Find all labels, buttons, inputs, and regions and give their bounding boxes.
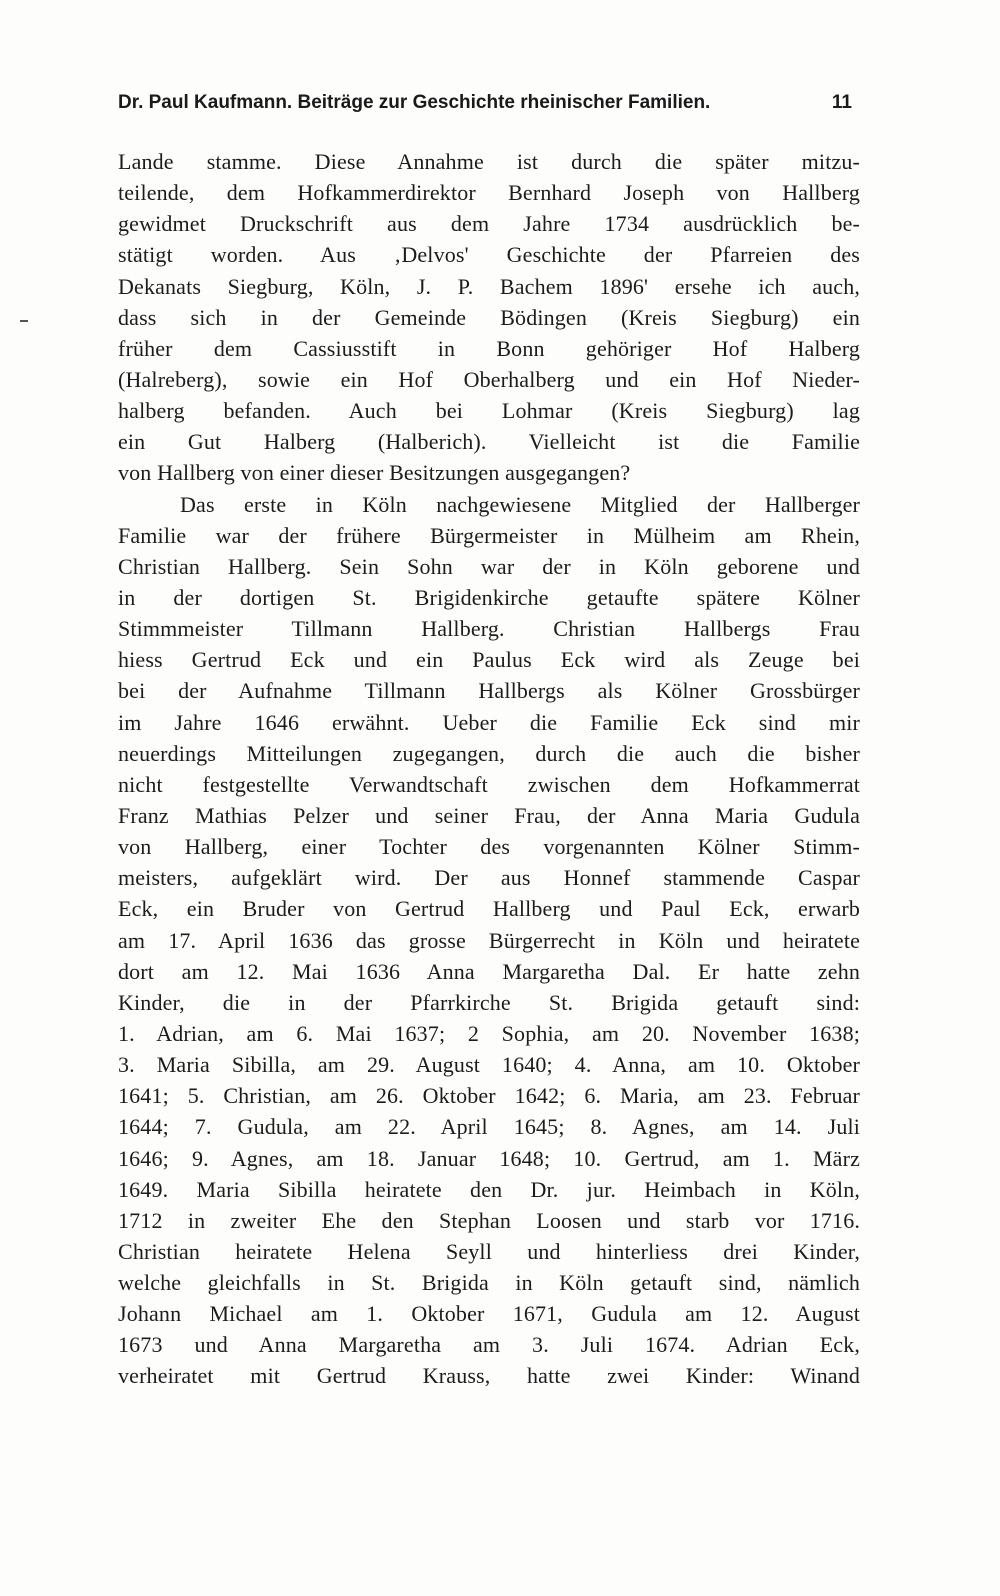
text-line: neuerdings Mitteilungen zugegangen, durch die auch die bisher	[118, 740, 860, 766]
text-line: 1646; 9. Agnes, am 18. Januar 1648; 10. Gertrud, am 1. März	[118, 1145, 860, 1171]
text-line: welche gleichfalls in St. Brigida in Köln getauft sind, nämlich	[118, 1270, 860, 1296]
text-line: dort am 12. Mai 1636 Anna Margaretha Dal. Er hatte zehn	[118, 958, 860, 984]
text-line: Dekanats Siegburg, Köln, J. P. Bachem 1896' ersehe ich auch,	[118, 273, 860, 299]
text-line: 1. Adrian, am 6. Mai 1637; 2 Sophia, am 20. November 1638;	[118, 1020, 860, 1046]
text-line: 3. Maria Sibilla, am 29. August 1640; 4. Anna, am 10. Oktober	[118, 1052, 860, 1078]
text-line: Christian heiratete Helena Seyll und hinterliess drei Kinder,	[118, 1238, 860, 1264]
text-line: 1644; 7. Gudula, am 22. April 1645; 8. Agnes, am 14. Juli	[118, 1114, 860, 1140]
text-line: Eck, ein Bruder von Gertrud Hallberg und Paul Eck, erwarb	[118, 896, 860, 922]
text-line: in der dortigen St. Brigidenkirche getaufte spätere Kölner	[118, 584, 860, 610]
text-line: Stimmmeister Tillmann Hallberg. Christian Hallbergs Frau	[118, 616, 860, 642]
text-line: stätigt worden. Aus ‚Delvos' Geschichte der Pfarreien des	[118, 242, 860, 268]
text-line: gewidmet Druckschrift aus dem Jahre 1734 ausdrücklich be-	[118, 211, 860, 237]
text-line: 1641; 5. Christian, am 26. Oktober 1642; 6. Maria, am 23. Februar	[118, 1083, 860, 1109]
text-line: 1712 in zweiter Ehe den Stephan Loosen und starb vor 1716.	[118, 1207, 860, 1233]
text-line: nicht festgestellte Verwandtschaft zwischen dem Hofkammerrat	[118, 771, 860, 797]
body-text	[118, 146, 860, 1392]
text-line: 1673 und Anna Margaretha am 3. Juli 1674. Adrian Eck,	[118, 1332, 860, 1358]
text-line: früher dem Cassiusstift in Bonn gehöriger Hof Halberg	[118, 335, 860, 361]
text-line: meisters, aufgeklärt wird. Der aus Honnef stammende Caspar	[118, 865, 860, 891]
text-line: Kinder, die in der Pfarrkirche St. Brigida getauft sind:	[118, 989, 860, 1015]
text-line: ein Gut Halberg (Halberich). Vielleicht ist die Familie	[118, 429, 860, 455]
text-line: halberg befanden. Auch bei Lohmar (Kreis Siegburg) lag	[118, 398, 860, 424]
text-line: 1649. Maria Sibilla heiratete den Dr. jur. Heimbach in Köln,	[118, 1176, 860, 1202]
text-line: von Hallberg von einer dieser Besitzungen ausgegangen?	[118, 460, 631, 486]
text-line: bei der Aufnahme Tillmann Hallbergs als Kölner Grossbürger	[118, 678, 860, 704]
text-line: Johann Michael am 1. Oktober 1671, Gudula am 12. August	[118, 1301, 860, 1327]
text-line: Lande stamme. Diese Annahme ist durch die später mitzu-	[118, 149, 860, 174]
text-line: (Halreberg), sowie ein Hof Oberhalberg und ein Hof Nieder-	[118, 366, 860, 392]
text-line: Familie war der frühere Bürgermeister in Mülheim am Rhein,	[118, 522, 860, 548]
text-line: verheiratet mit Gertrud Krauss, hatte zwei Kinder: Winand	[118, 1363, 860, 1389]
text-line: Franz Mathias Pelzer und seiner Frau, der Anna Maria Gudula	[118, 802, 860, 828]
paragraph-first-line: Das erste in Köln nachgewiesene Mitglied der Hallberger	[180, 491, 860, 517]
running-head-title: Dr. Paul Kaufmann. Beiträge zur Geschichte rheinischer Familien.	[118, 92, 711, 113]
page-number: 11	[831, 92, 852, 113]
text-line: im Jahre 1646 erwähnt. Ueber die Familie Eck sind mir	[118, 709, 860, 735]
margin-mark	[20, 320, 28, 322]
text-line: am 17. April 1636 das grosse Bürgerrecht in Köln und heiratete	[118, 927, 860, 953]
running-head	[118, 88, 860, 120]
text-line: Christian Hallberg. Sein Sohn war der in Köln geborene und	[118, 553, 860, 579]
text-line: dass sich in der Gemeinde Bödingen (Kreis Siegburg) ein	[118, 304, 860, 330]
text-line: hiess Gertrud Eck und ein Paulus Eck wird als Zeuge bei	[118, 647, 860, 673]
text-line: teilende, dem Hofkammerdirektor Bernhard Joseph von Hallberg	[118, 180, 860, 206]
text-line: von Hallberg, einer Tochter des vorgenannten Kölner Stimm-	[118, 834, 860, 860]
